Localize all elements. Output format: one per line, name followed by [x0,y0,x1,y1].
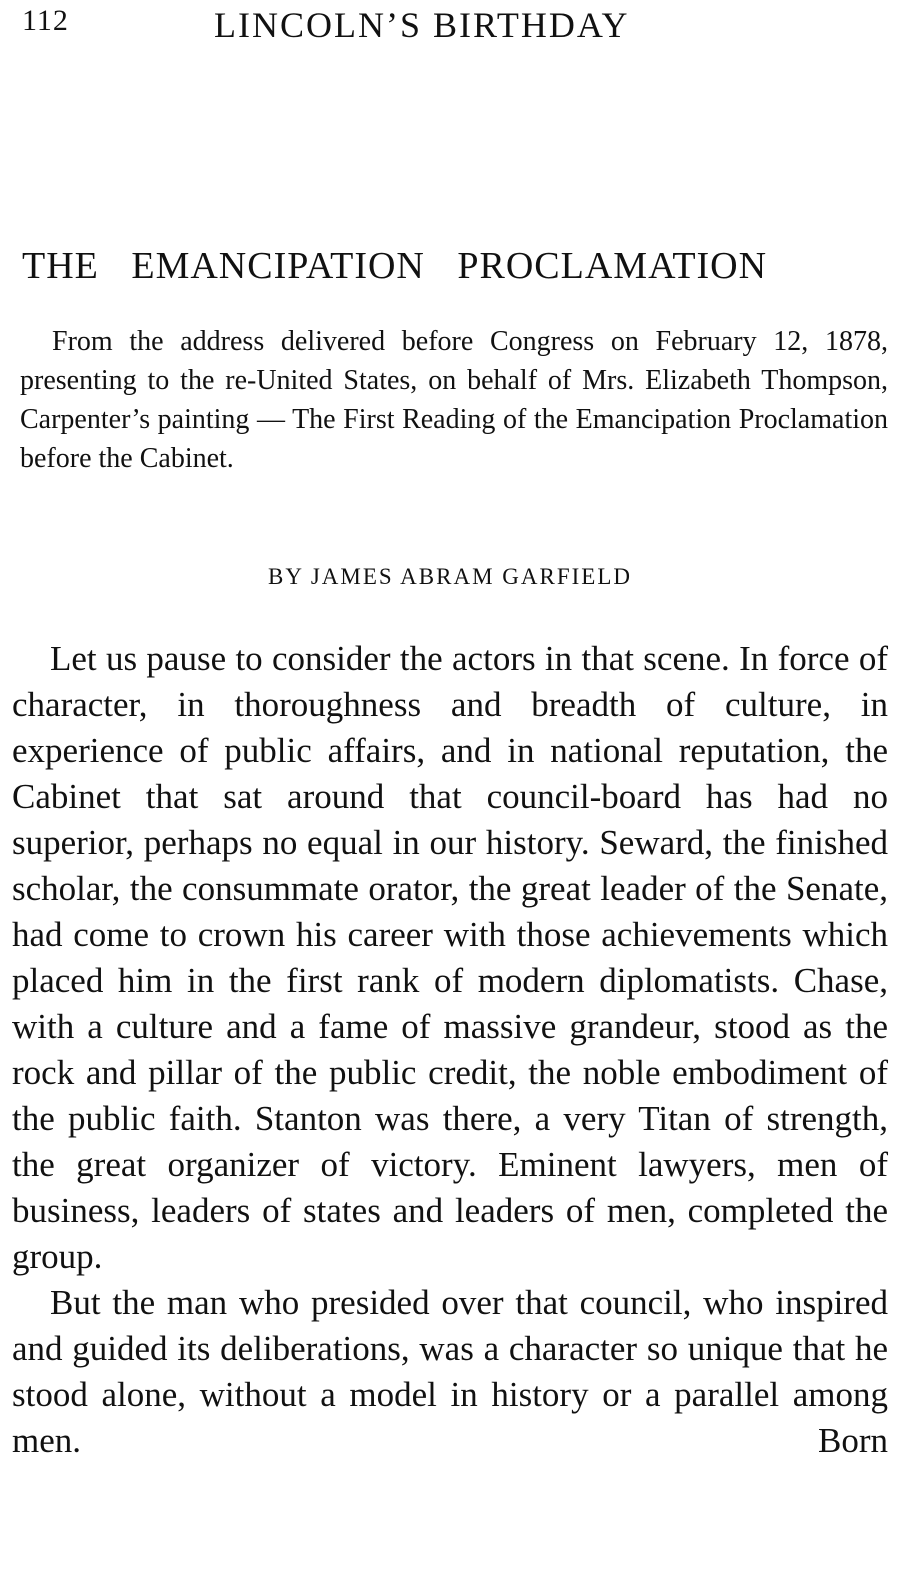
page-number: 112 [22,4,69,37]
chapter-title: THE EMANCIPATION PROCLAMATION [22,245,768,287]
paragraph: But the man who presided over that council, who inspired and guided its deliberations, was a character so unique that he stood alone, without a model in history or a parallel among men. Born [12,1283,888,1460]
paragraph: Let us pause to consider the actors in that scene. In force of character, in thoroughness and breadth of culture, in experience of public affairs, and in national reputation, the Cabinet that sat around that council-board has had no superior, perhaps no equal in our history. Seward, the finished scholar, the consummate orator, the great leader of the Senate, had come to crown his career with those achievements which placed him in the first rank of modern diplomatists. Chase, with a culture and a fame of massive grandeur, stood as the rock and pillar of the public credit, the noble embodiment of the public faith. Stanton was there, a very Titan of strength, the great organizer of victory. Eminent lawyers, men of business, leaders of states and leaders of men, completed the group. [12,639,888,1276]
body-text [12,636,888,1464]
byline: BY JAMES ABRAM GARFIELD [267,564,632,589]
headnote: From the address delivered before Congress on February 12, 1878, presenting to the re-United States, on behalf of Mrs. Elizabeth Thompson, Carpenter’s painting — The First Reading of the Emancipation Proclamation before the Cabinet. [20,326,888,474]
running-head [22,4,882,50]
running-title: LINCOLN’S BIRTHDAY [214,5,630,45]
